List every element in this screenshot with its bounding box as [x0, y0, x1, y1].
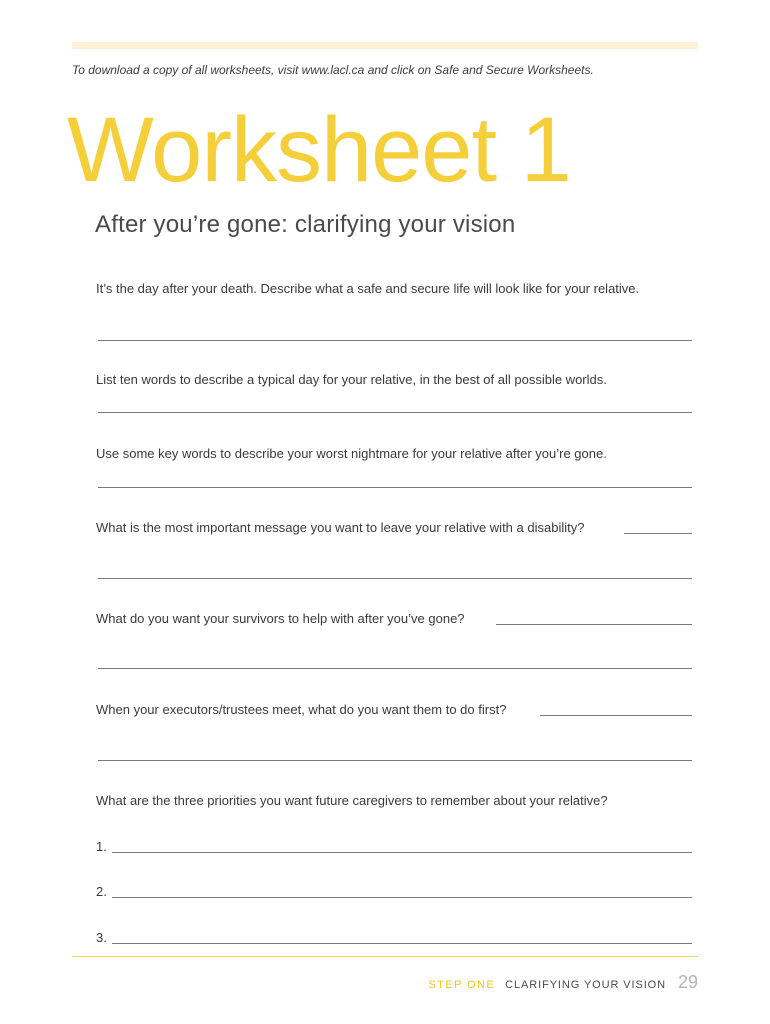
answer-line-1[interactable] [98, 340, 692, 341]
footer-step-label: STEP ONE [428, 979, 496, 991]
priority-line-3[interactable] [112, 943, 692, 944]
answer-line-4-inline[interactable] [624, 533, 692, 534]
answer-line-5[interactable] [98, 668, 692, 669]
download-note: To download a copy of all worksheets, visit www.lacl.ca and click on Safe and Secure Worksheets. [72, 63, 594, 77]
question-6: When your executors/trustees meet, what do you want them to do first? [96, 702, 507, 717]
question-4: What is the most important message you want to leave your relative with a disability? [96, 520, 585, 535]
answer-line-4[interactable] [98, 578, 692, 579]
answer-line-6[interactable] [98, 760, 692, 761]
footer-section-label: CLARIFYING YOUR VISION [505, 979, 666, 991]
footer-rule [72, 956, 698, 957]
page-footer [429, 972, 698, 993]
priority-number-1: 1. [96, 839, 107, 854]
answer-line-5-inline[interactable] [496, 624, 692, 625]
worksheet-subtitle: After you’re gone: clarifying your vision [95, 211, 516, 238]
question-7: What are the three priorities you want future caregivers to remember about your relative? [96, 793, 608, 808]
answer-line-3[interactable] [98, 487, 692, 488]
question-1: It’s the day after your death. Describe what a safe and secure life will look like for your relative. [96, 281, 640, 296]
worksheet-title: Worksheet 1 [67, 99, 571, 201]
priority-number-3: 3. [96, 930, 107, 945]
question-2: List ten words to describe a typical day for your relative, in the best of all possible worlds. [96, 372, 607, 387]
priority-line-1[interactable] [112, 852, 692, 853]
question-3: Use some key words to describe your worst nightmare for your relative after you’re gone. [96, 446, 607, 461]
priority-line-2[interactable] [112, 897, 692, 898]
top-decorative-rule [72, 42, 698, 49]
page-number: 29 [677, 972, 698, 992]
answer-line-6-inline[interactable] [540, 715, 692, 716]
question-5: What do you want your survivors to help with after you’ve gone? [96, 611, 465, 626]
answer-line-2[interactable] [98, 412, 692, 413]
priority-number-2: 2. [96, 884, 107, 899]
